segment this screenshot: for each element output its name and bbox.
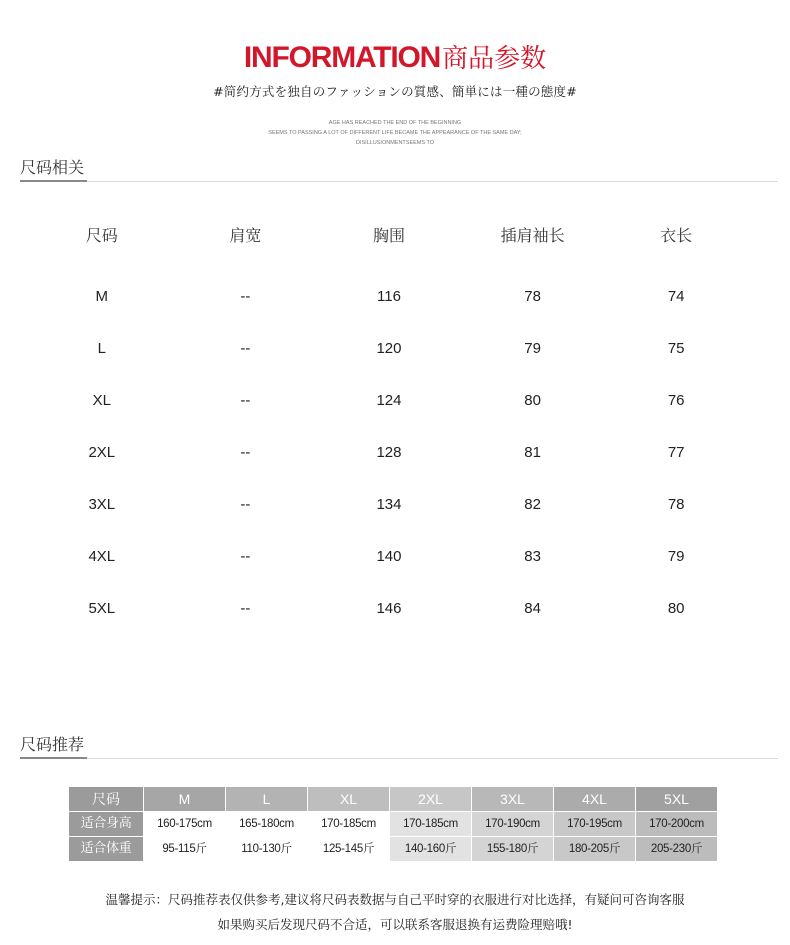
table-cell: 77 bbox=[667, 443, 685, 461]
recommend-table bbox=[69, 787, 725, 862]
recommend-cell: 110-130斤 bbox=[226, 837, 307, 861]
table-cell: 78 bbox=[667, 495, 685, 513]
recommend-row-label: 适合身高 bbox=[69, 812, 143, 836]
recommend-cell: 165-180cm bbox=[226, 812, 307, 836]
recommend-header-cell: L bbox=[226, 787, 307, 811]
recommend-header-cell: 3XL bbox=[472, 787, 553, 811]
title-chinese: 商品参数 bbox=[442, 44, 547, 74]
recommend-cell: 170-200cm bbox=[636, 812, 717, 836]
table-cell: XL bbox=[92, 391, 111, 409]
section-divider bbox=[20, 181, 778, 182]
table-cell: 116 bbox=[377, 287, 401, 305]
recommend-header-cell: 5XL bbox=[636, 787, 717, 811]
recommend-header-cell: 2XL bbox=[390, 787, 471, 811]
recommend-cell: 155-180斤 bbox=[472, 837, 553, 861]
tip-note: 温馨提示：尺码推荐表仅供参考,建议将尺码表数据与自己平时穿的衣服进行对比选择，有疑问可咨询客服 bbox=[105, 892, 685, 907]
recommend-header-cell: XL bbox=[308, 787, 389, 811]
size-section-heading: 尺码相关 bbox=[20, 158, 85, 177]
table-cell: 78 bbox=[524, 287, 541, 305]
table-cell: 74 bbox=[667, 287, 685, 305]
table-cell: -- bbox=[240, 495, 251, 513]
table-cell: 5XL bbox=[88, 599, 116, 617]
table-row bbox=[30, 322, 748, 374]
recommend-cell: 160-175cm bbox=[144, 812, 225, 836]
section-divider bbox=[20, 758, 778, 759]
recommend-header-row bbox=[69, 787, 725, 811]
table-row bbox=[30, 530, 748, 582]
recommend-cell: 180-205斤 bbox=[554, 837, 635, 861]
column-header: 肩宽 bbox=[229, 225, 262, 245]
table-row bbox=[30, 478, 748, 530]
tip-note: 如果购买后发现尺码不合适，可以联系客服退换有运费险理赔哦! bbox=[217, 917, 573, 932]
table-cell: 128 bbox=[376, 443, 402, 461]
table-cell: 75 bbox=[667, 339, 685, 357]
recommend-row bbox=[69, 812, 725, 836]
table-row bbox=[30, 426, 748, 478]
section-underline bbox=[20, 757, 87, 759]
table-row bbox=[30, 582, 748, 634]
table-cell: -- bbox=[240, 287, 251, 305]
table-cell: 140 bbox=[376, 547, 402, 565]
size-table bbox=[30, 212, 748, 634]
tagline-line: AGE HAS REACHED THE END OF THE BEGINNING bbox=[328, 120, 462, 126]
column-header: 尺码 bbox=[85, 225, 118, 245]
recommend-header-cell: 4XL bbox=[554, 787, 635, 811]
tagline bbox=[0, 118, 790, 148]
table-cell: 80 bbox=[667, 599, 685, 617]
tagline-line: DISILLUSIONMENTSEEMS TO bbox=[355, 140, 435, 146]
table-cell: 146 bbox=[376, 599, 402, 617]
recommend-header-cell: 尺码 bbox=[69, 787, 143, 811]
table-cell: 81 bbox=[524, 443, 541, 461]
table-cell: 82 bbox=[524, 495, 541, 513]
size-table-header bbox=[30, 212, 748, 256]
section-underline bbox=[20, 180, 87, 182]
table-cell: 2XL bbox=[88, 443, 116, 461]
table-cell: 83 bbox=[524, 547, 541, 565]
recommend-cell: 140-160斤 bbox=[390, 837, 471, 861]
recommend-cell: 95-115斤 bbox=[144, 837, 225, 861]
table-row bbox=[30, 374, 748, 426]
table-cell: 124 bbox=[376, 391, 402, 409]
table-cell: 84 bbox=[524, 599, 541, 617]
recommend-row bbox=[69, 837, 725, 861]
column-header: 胸围 bbox=[372, 225, 405, 245]
tagline-line: SEEMS TO PASSING A LOT OF DIFFERENT LIFE BECAME THE APPEARANCE OF THE SAME DAY; bbox=[268, 130, 522, 136]
table-row bbox=[30, 270, 748, 322]
recommend-cell: 170-195cm bbox=[554, 812, 635, 836]
recommend-cell: 170-190cm bbox=[472, 812, 553, 836]
column-header: 衣长 bbox=[660, 225, 693, 245]
recommend-cell: 205-230斤 bbox=[636, 837, 717, 861]
table-cell: 3XL bbox=[88, 495, 116, 513]
table-cell: 80 bbox=[524, 391, 541, 409]
recommend-section-heading: 尺码推荐 bbox=[20, 735, 85, 754]
subtitle: #简约方式を独自のファッションの質感、簡単には一種の態度# bbox=[213, 84, 577, 99]
table-cell: M bbox=[95, 287, 109, 305]
table-cell: 76 bbox=[667, 391, 685, 409]
table-cell: L bbox=[97, 339, 106, 357]
table-cell: -- bbox=[240, 391, 251, 409]
recommend-row-label: 适合体重 bbox=[69, 837, 143, 861]
recommend-cell: 170-185cm bbox=[308, 812, 389, 836]
table-cell: 120 bbox=[376, 339, 402, 357]
recommend-header-cell: M bbox=[144, 787, 225, 811]
table-cell: -- bbox=[240, 443, 251, 461]
table-cell: -- bbox=[240, 599, 251, 617]
table-cell: 79 bbox=[667, 547, 685, 565]
table-cell: 134 bbox=[376, 495, 402, 513]
recommend-cell: 125-145斤 bbox=[308, 837, 389, 861]
recommend-cell: 170-185cm bbox=[390, 812, 471, 836]
table-cell: -- bbox=[240, 339, 251, 357]
page-title bbox=[0, 38, 790, 75]
title-english: INFORMATION bbox=[243, 41, 441, 74]
column-header: 插肩袖长 bbox=[500, 225, 565, 245]
table-cell: 79 bbox=[524, 339, 541, 357]
table-cell: 4XL bbox=[88, 547, 116, 565]
table-cell: -- bbox=[240, 547, 251, 565]
